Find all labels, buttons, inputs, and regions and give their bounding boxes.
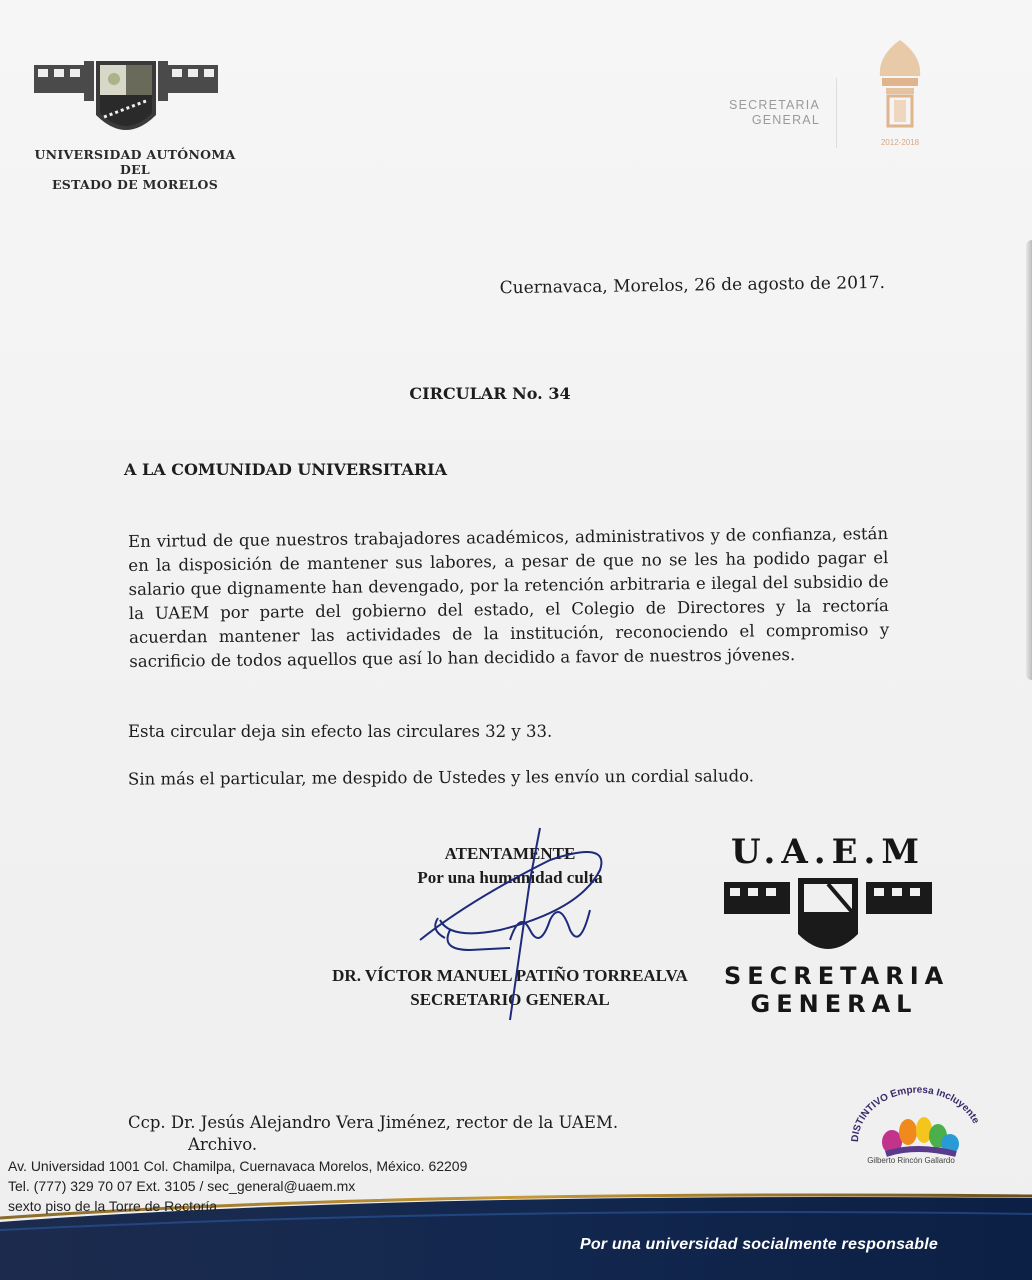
svg-text:DISTINTIVO Empresa Incluyente: DISTINTIVO Empresa Incluyente [849, 1086, 982, 1143]
letter-date: Cuernavaca, Morelos, 26 de agosto de 2017. [499, 272, 886, 299]
stamp-top-text: U.A.E.M [731, 832, 925, 872]
closing-word: ATENTAMENTE [444, 844, 576, 863]
archivo-line: Archivo. [188, 1135, 258, 1154]
circular-title: CIRCULAR No. 34 [409, 384, 571, 403]
rectory-tower-icon: 2012-2018 [860, 38, 940, 147]
distintivo-logo [846, 1086, 986, 1176]
closing-paragraph: Sin más el particular, me despido de Ustedes y les envío un cordial saludo. [127, 766, 755, 789]
inclusive-company-icon [846, 1086, 986, 1166]
carbon-copy [128, 1112, 618, 1156]
stamp-crest-icon [718, 872, 938, 962]
distintivo-name: Gilberto Rincón Gallardo [867, 1156, 955, 1165]
footer-address [8, 1156, 467, 1216]
body-paragraph-2: Esta circular deja sin efecto las circulares 32 y 33. [128, 722, 553, 741]
stamp-bottom-text: SECRETARIA GENERAL [724, 962, 950, 1018]
signer-position: SECRETARIO GENERAL [410, 990, 610, 1009]
page-edge [1026, 240, 1032, 680]
contact-line: Tel. (777) 329 70 07 Ext. 3105 / sec_general@uaem.mx [8, 1178, 356, 1194]
floor-line: sexto piso de la Torre de Rectoría [8, 1198, 218, 1214]
office-name: SECRETARIA GENERAL [729, 98, 820, 127]
handwritten-signature [410, 820, 650, 1040]
footer-slogan: Por una universidad socialmente responsable [579, 1236, 938, 1253]
university-name: UNIVERSIDAD AUTÓNOMA DEL ESTADO DE MORELOS [34, 147, 236, 192]
university-logo [28, 55, 236, 192]
address-line: Av. Universidad 1001 Col. Chamilpa, Cuernavaca Morelos, México. 62209 [8, 1158, 468, 1174]
addressee: A LA COMUNIDAD UNIVERSITARIA [124, 460, 448, 479]
office-header [700, 38, 940, 148]
header-divider [836, 78, 837, 148]
signer-name: DR. VÍCTOR MANUEL PATIÑO TORREALVA [332, 966, 688, 985]
university-crest-icon [34, 55, 224, 145]
body-paragraph: En virtud de que nuestros trabajadores académicos, administrativos y de confianza, están en la disposición de mantener sus labores, a pesar de que no se les ha podido pagar el salario que dignamente han devengado, por la retención arbitraria e ilegal del subsidio de la UAEM por parte del gobierno del estado, el Colegio de Directores y la rectoría acuerdan mantener las actividades de la institución, reconociendo el compromiso y sacrificio de todos aquellos que así lo han decidido a favor de nuestros jóvenes. [128, 524, 890, 671]
signature-motto: Por una humanidad culta [417, 868, 603, 887]
ccp-line: Ccp. Dr. Jesús Alejandro Vera Jiménez, rector de la UAEM. [128, 1113, 619, 1132]
official-stamp [718, 832, 948, 1032]
